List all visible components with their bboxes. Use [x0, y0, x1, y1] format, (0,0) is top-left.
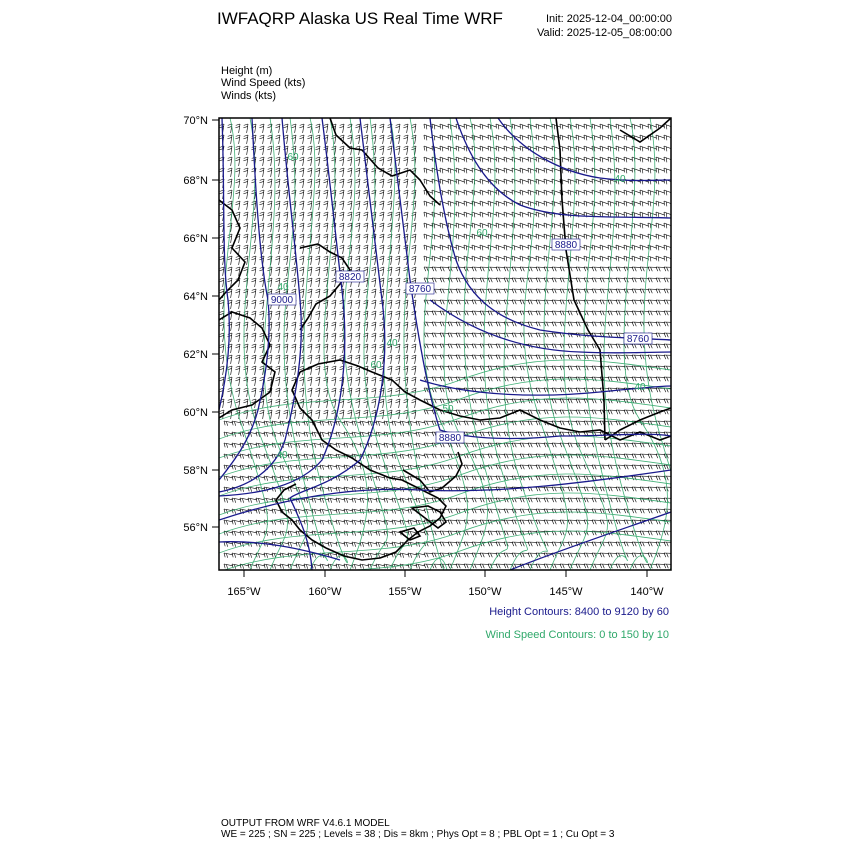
- wind-contour-label: 60: [370, 360, 382, 371]
- height-contour-label: 8760: [626, 334, 650, 345]
- lon-label: 140°W: [630, 586, 664, 598]
- lat-label: 56°N: [183, 522, 208, 534]
- lon-label: 155°W: [388, 586, 422, 598]
- wind-contour-label: 60: [287, 152, 299, 163]
- wind-contour-label: 40: [386, 338, 398, 349]
- height-contour-label: 8880: [438, 433, 462, 444]
- lon-label: 160°W: [308, 586, 342, 598]
- field-wind-speed-label: Wind Speed (kts): [221, 77, 306, 89]
- wind-contour-label: 40: [614, 174, 626, 185]
- height-contour-label: 8760: [408, 284, 432, 295]
- height-contour-legend: Height Contours: 8400 to 9120 by 60: [489, 606, 669, 618]
- height-contour-label: 8880: [554, 240, 578, 251]
- map-title: IWFAQRP Alaska US Real Time WRF: [217, 9, 503, 28]
- lat-label: 62°N: [183, 349, 208, 361]
- lat-label: 64°N: [183, 291, 208, 303]
- lon-label: 165°W: [227, 586, 261, 598]
- height-contour-label: 9000: [270, 295, 294, 306]
- height-contour-label: 8820: [338, 272, 362, 283]
- wind-contour-label: 40: [277, 282, 289, 293]
- model-footer: OUTPUT FROM WRF V4.6.1 MODEL: [221, 818, 390, 829]
- lat-label: 68°N: [183, 175, 208, 187]
- lon-label: 145°W: [549, 586, 583, 598]
- wind-contour-label: 50: [442, 404, 454, 415]
- wind-contour-legend: Wind Speed Contours: 0 to 150 by 10: [485, 629, 669, 641]
- wind-barbs: [219, 124, 673, 569]
- field-height-label: Height (m): [221, 65, 273, 77]
- lat-label: 70°N: [183, 115, 208, 127]
- wind-contour-label: 40: [276, 450, 288, 461]
- valid-time: Valid: 2025-12-05_08:00:00: [537, 27, 672, 39]
- wind-contour-label: 60: [476, 228, 488, 239]
- lat-label: 66°N: [183, 233, 208, 245]
- lon-label: 150°W: [468, 586, 502, 598]
- init-time: Init: 2025-12-04_00:00:00: [546, 13, 672, 25]
- lat-label: 60°N: [183, 407, 208, 419]
- lat-label: 58°N: [183, 465, 208, 477]
- field-winds-label: Winds (kts): [221, 90, 276, 102]
- wind-contour-label: 40: [634, 382, 646, 393]
- model-settings-footer: WE = 225 ; SN = 225 ; Levels = 38 ; Dis = 8km ; Phys Opt = 8 ; PBL Opt = 1 ; Cu Opt = 3: [221, 829, 615, 840]
